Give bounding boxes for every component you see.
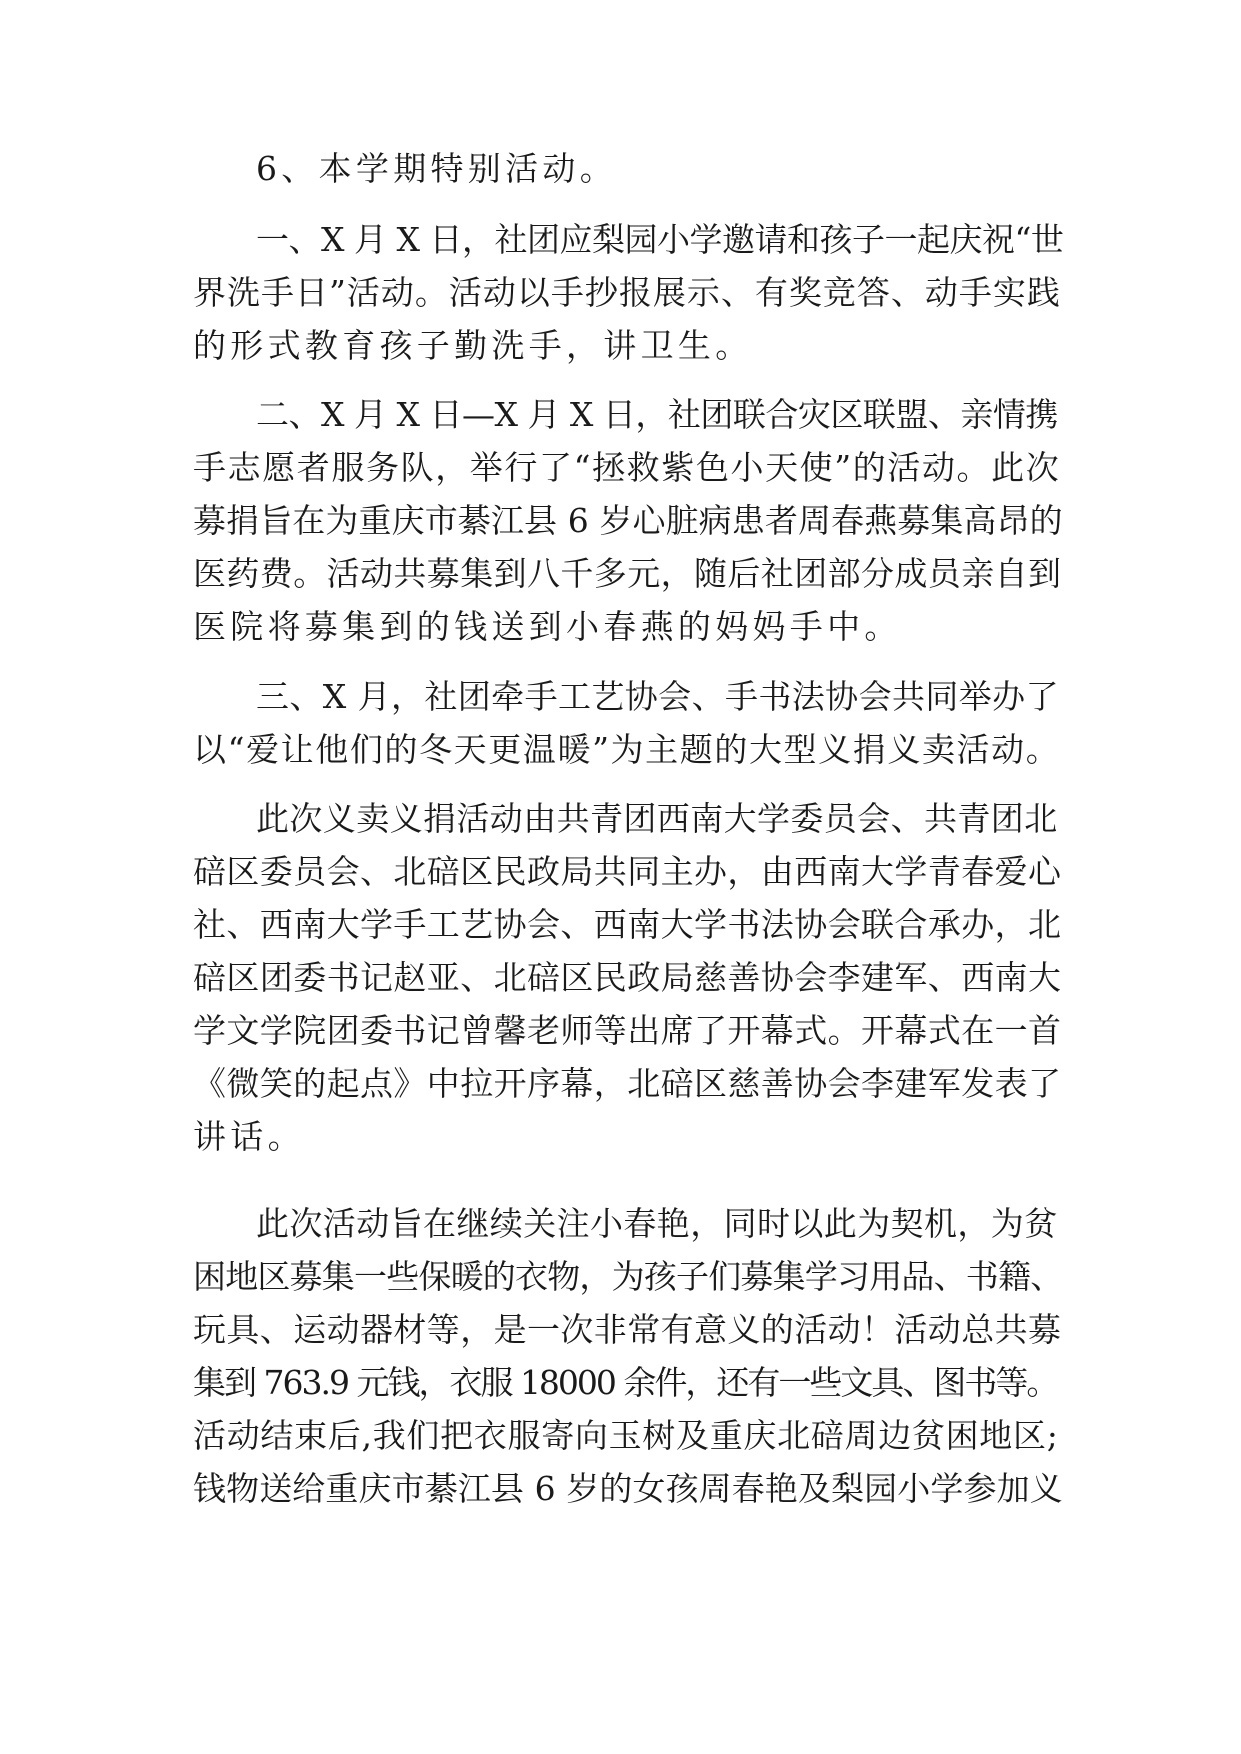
text-line: 二、X 月 X 日—X 月 X 日，社团联合灾区联盟、亲情携: [256, 395, 1058, 434]
text-line: 以“爱让他们的冬天更温暖”为主题的大型义捐义卖活动。: [193, 730, 1061, 769]
text-line: 讲话。: [193, 1117, 305, 1156]
text-line: 三、X 月，社团牵手工艺协会、手书法协会共同举办了: [256, 677, 1059, 716]
text-line: 手志愿者服务队，举行了“拯救紫色小天使”的活动。此次: [193, 448, 1061, 487]
text-line: 《微笑的起点》中拉开序幕，北碚区慈善协会李建军发表了: [193, 1064, 1062, 1103]
text-line: 玩具、运动器材等，是一次非常有意义的活动！活动总共募: [193, 1310, 1062, 1349]
text-line: 碚区团委书记赵亚、北碚区民政局慈善协会李建军、西南大: [193, 958, 1062, 997]
text-line: 6、本学期特别活动。: [256, 149, 617, 188]
text-line: 集到 763.9 元钱，衣服 18000 余件，还有一些文具、图书等。: [193, 1363, 1058, 1402]
text-line: 医药费。活动共募集到八千多元，随后社团部分成员亲自到: [193, 554, 1062, 593]
text-line: 一、X 月 X 日，社团应梨园小学邀请和孩子一起庆祝“世: [256, 220, 1064, 259]
text-line: 钱物送给重庆市綦江县 6 岁的女孩周春艳及梨园小学参加义: [193, 1469, 1063, 1508]
text-line: 界洗手日”活动。活动以手抄报展示、有奖竞答、动手实践: [193, 273, 1061, 312]
text-line: 的形式教育孩子勤洗手，讲卫生。: [193, 326, 753, 365]
text-line: 活动结束后,我们把衣服寄向玉树及重庆北碚周边贫困地区;: [193, 1416, 1059, 1455]
text-line: 此次义卖义捐活动由共青团西南大学委员会、共青团北: [256, 799, 1058, 838]
text-line: 此次活动旨在继续关注小春艳，同时以此为契机，为贫: [256, 1204, 1058, 1243]
text-line: 募捐旨在为重庆市綦江县 6 岁心脏病患者周春燕募集高昂的: [193, 501, 1063, 540]
text-line: 碚区委员会、北碚区民政局共同主办，由西南大学青春爱心: [193, 852, 1062, 891]
text-line: 医院将募集到的钱送到小春燕的妈妈手中。: [193, 607, 902, 646]
text-line: 社、西南大学手工艺协会、西南大学书法协会联合承办，北: [193, 905, 1062, 944]
text-line: 学文学院团委书记曾馨老师等出席了开幕式。开幕式在一首: [193, 1011, 1062, 1050]
text-line: 困地区募集一些保暖的衣物，为孩子们募集学习用品、书籍、: [193, 1257, 1063, 1296]
